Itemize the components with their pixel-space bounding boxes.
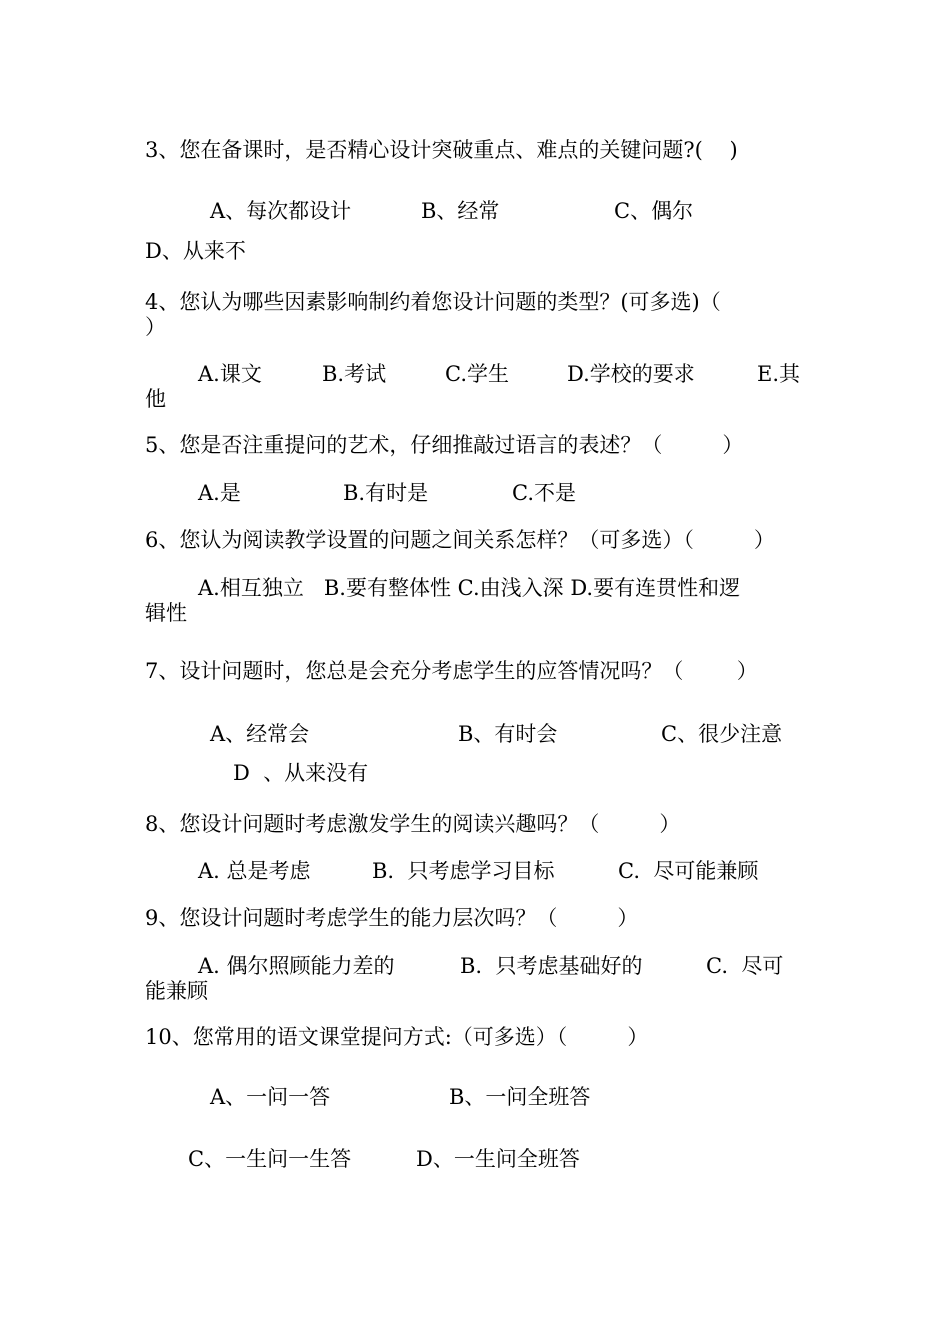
question-4-option-d: D.学校的要求 xyxy=(567,362,695,386)
question-8-option-a: A. 总是考虑 xyxy=(198,859,311,883)
question-4-stem: 4、您认为哪些因素影响制约着您设计问题的类型？(可多选)（ xyxy=(145,290,721,314)
question-10-option-a: A、一问一答 xyxy=(210,1085,331,1109)
question-8-stem: 8、您设计问题时考虑激发学生的阅读兴趣吗？（ ） xyxy=(145,812,681,836)
question-7-option-a: A、经常会 xyxy=(210,722,310,746)
question-5-option-c: C.不是 xyxy=(512,481,576,505)
question-3-option-a: A、每次都设计 xyxy=(210,199,352,223)
question-5-stem: 5、您是否注重提问的艺术，仔细推敲过语言的表述？（ ） xyxy=(145,433,744,457)
question-7-stem: 7、设计问题时，您总是会充分考虑学生的应答情况吗？（ ） xyxy=(145,659,758,683)
question-9-option-a: A. 偶尔照顾能力差的 xyxy=(198,954,395,978)
question-4-option-b: B.考试 xyxy=(322,362,387,386)
question-7-option-b: B、有时会 xyxy=(458,722,558,746)
question-6-stem: 6、您认为阅读教学设置的问题之间关系怎样？（可多选）（ ） xyxy=(145,528,775,552)
question-8-option-b: B. 只考虑学习目标 xyxy=(372,859,555,883)
question-9-option-c-wrap: 能兼顾 xyxy=(145,979,208,1003)
question-7-option-d: D 、从来没有 xyxy=(233,761,369,785)
question-6-options-wrap: 辑性 xyxy=(145,601,187,625)
question-9-option-c: C. 尽可 xyxy=(706,954,784,978)
question-9-stem: 9、您设计问题时考虑学生的能力层次吗？（ ） xyxy=(145,906,639,930)
question-3-option-c: C、偶尔 xyxy=(614,199,694,223)
question-4-option-c: C.学生 xyxy=(445,362,509,386)
question-3-stem: 3、您在备课时，是否精心设计突破重点、难点的关键问题?( ) xyxy=(145,138,738,162)
question-6-options: A.相互独立 B.要有整体性 C.由浅入深 D.要有连贯性和逻 xyxy=(198,576,741,600)
question-3-option-d: D、从来不 xyxy=(145,239,246,263)
question-4-stem-wrap: ） xyxy=(145,315,166,339)
question-4-option-e: E.其 xyxy=(757,362,801,386)
question-5-option-b: B.有时是 xyxy=(343,481,429,505)
question-4-option-a: A.课文 xyxy=(198,362,262,386)
question-9-option-b: B. 只考虑基础好的 xyxy=(460,954,643,978)
question-4-option-e-wrap: 他 xyxy=(145,387,166,411)
question-8-option-c: C. 尽可能兼顾 xyxy=(618,859,759,883)
question-7-option-c: C、很少注意 xyxy=(661,722,783,746)
question-5-option-a: A.是 xyxy=(198,481,241,505)
question-10-option-c: C、一生问一生答 xyxy=(188,1147,352,1171)
question-10-option-d: D、一生问全班答 xyxy=(416,1147,580,1171)
question-10-stem: 10、您常用的语文课堂提问方式:（可多选）（ ） xyxy=(145,1025,649,1049)
question-3-option-b: B、经常 xyxy=(421,199,500,223)
question-10-option-b: B、一问全班答 xyxy=(449,1085,591,1109)
